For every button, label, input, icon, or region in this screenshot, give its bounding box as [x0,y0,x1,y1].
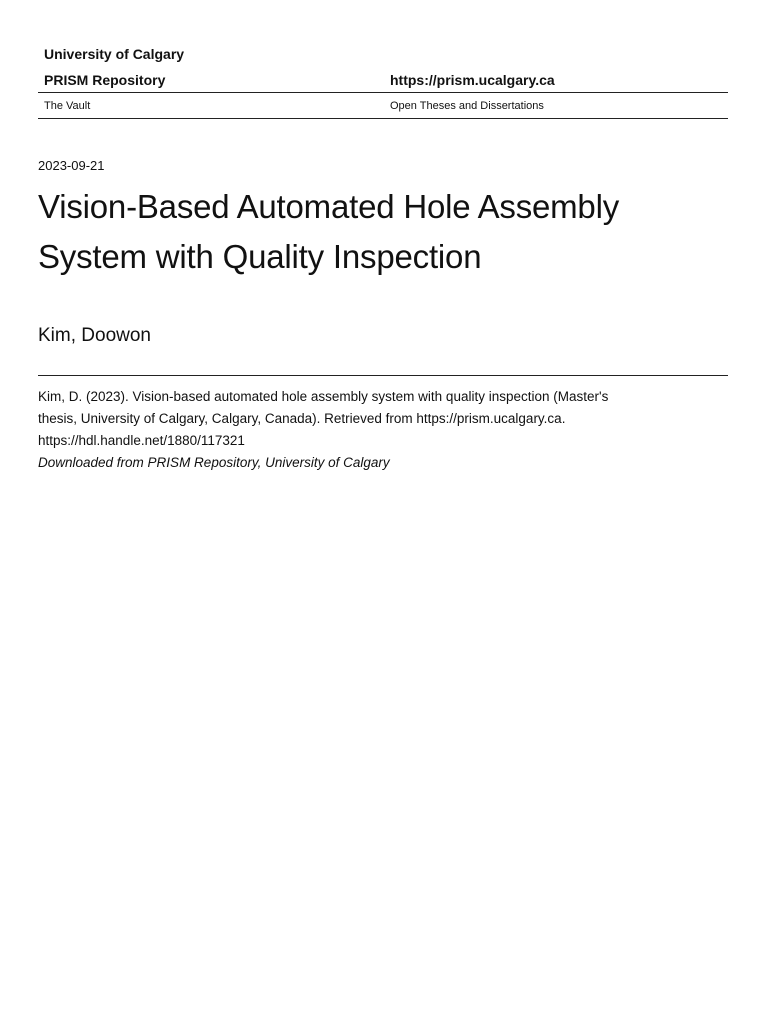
downloaded-note: Downloaded from PRISM Repository, University of Calgary [38,455,390,470]
collection-label: Open Theses and Dissertations [390,100,544,112]
vault-label: The Vault [44,100,91,112]
institution-name: University of Calgary [44,46,185,62]
document-title [38,182,728,282]
header-divider-bottom [38,118,728,119]
title-line: System with Quality Inspection [38,238,482,275]
repository-name: PRISM Repository [44,72,166,88]
author-name: Kim, Doowon [38,325,151,346]
citation-block [38,386,728,474]
citation-line: Kim, D. (2023). Vision-based automated hole assembly system with quality inspection (Master's [38,389,609,404]
publication-date: 2023-09-21 [38,158,105,173]
citation-divider [38,375,728,376]
header-divider-top [38,92,728,93]
citation-line: thesis, University of Calgary, Calgary, Canada). Retrieved from https://prism.ucalgary.ca. [38,411,566,426]
title-line: Vision-Based Automated Hole Assembly [38,188,620,225]
handle-link[interactable]: https://hdl.handle.net/1880/117321 [38,433,245,448]
repository-url-link[interactable]: https://prism.ucalgary.ca [390,72,555,88]
